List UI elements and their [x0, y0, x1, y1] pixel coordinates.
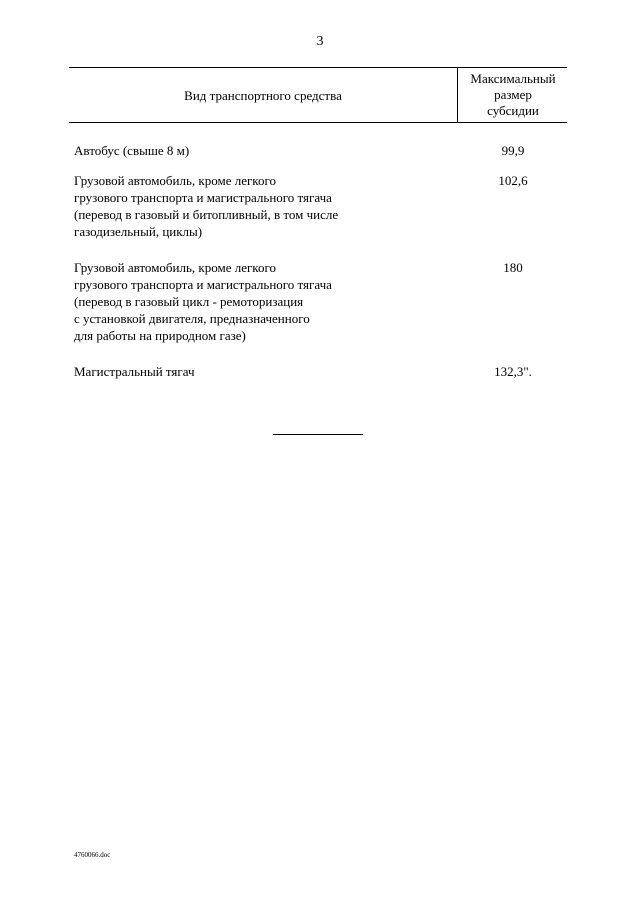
table-row-truck-bifuel-label [74, 172, 414, 240]
row-label-line: Магистральный тягач [74, 364, 195, 379]
header-vehicle-type: Вид транспортного средства [184, 88, 342, 103]
end-of-document-rule [273, 434, 363, 435]
row-label-line: (перевод в газовый и битопливный, в том числе [74, 207, 339, 222]
header-max-subsidy-line: субсидии [487, 103, 539, 118]
table-row-truck-bifuel-value: 102,6 [498, 173, 528, 188]
row-label-line: грузового транспорта и магистрального тягача [74, 277, 332, 292]
row-label-line: Автобус (свыше 8 м) [74, 143, 190, 158]
table-row-bus-value: 99,9 [501, 143, 525, 158]
table-row-tractor-value: 132,3". [494, 364, 532, 379]
row-label-line: с установкой двигателя, предназначенного [74, 311, 310, 326]
row-label-line: Грузовой автомобиль, кроме легкого [74, 260, 276, 275]
row-label-line: Грузовой автомобиль, кроме легкого [74, 173, 276, 188]
header-max-subsidy-line: размер [494, 87, 532, 102]
table-header-rule [69, 122, 567, 123]
header-max-subsidy [458, 71, 568, 119]
table-top-rule [69, 67, 567, 68]
footer-file-name: 4760066.doc [74, 851, 111, 859]
table-row-truck-reengine-label [74, 259, 414, 344]
row-label-line: (перевод в газовый цикл - ремоторизация [74, 294, 304, 309]
table-row-tractor-label [74, 363, 414, 380]
header-max-subsidy-line: Максимальный [470, 71, 556, 86]
row-label-line: грузового транспорта и магистрального тягача [74, 190, 332, 205]
row-label-line: для работы на природном газе) [74, 328, 246, 343]
table-row-bus-label [74, 142, 414, 159]
row-label-line: газодизельный, циклы) [74, 224, 203, 239]
table-row-truck-reengine-value: 180 [503, 260, 523, 275]
page-number: 3 [316, 34, 324, 49]
